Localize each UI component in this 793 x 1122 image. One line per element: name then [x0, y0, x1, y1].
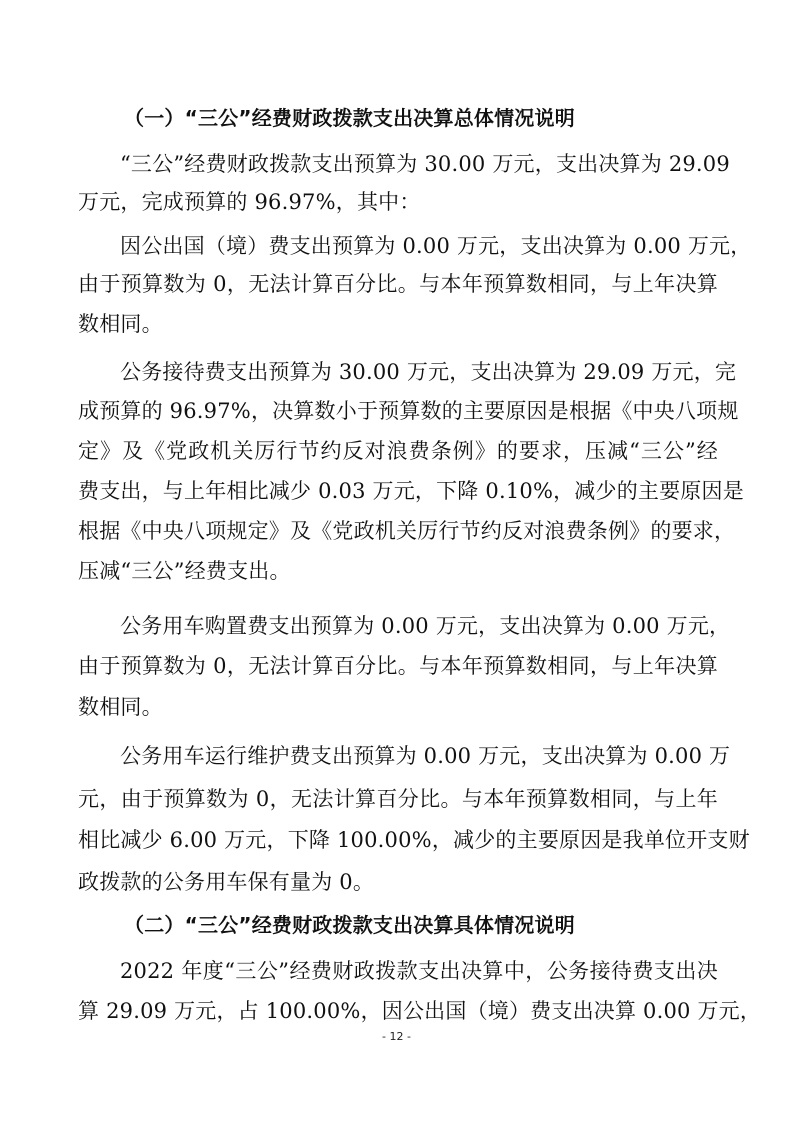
paragraph-reception-line-1: 公务接待费支出预算为 30.00 万元，支出决算为 29.09 万元，完	[120, 360, 737, 384]
paragraph-reception-line-3: 定》及《党政机关厉行节约反对浪费条例》的要求，压减“三公”经	[78, 439, 718, 463]
paragraph-reception-line-5: 根据《中央八项规定》及《党政机关厉行节约反对浪费条例》的要求，	[78, 519, 736, 543]
section-heading-detail: （二）“三公”经费财政拨款支出决算具体情况说明	[124, 913, 575, 937]
paragraph-vehicle-purchase-line-3: 数相同。	[78, 695, 163, 719]
paragraph-reception-line-2: 成预算的 96.97%，决算数小于预算数的主要原因是根据《中央八项规	[78, 399, 739, 423]
paragraph-reception-line-6: 压减“三公”经费支出。	[78, 559, 291, 583]
paragraph-vehicle-operation-line-4: 政拨款的公务用车保有量为 0。	[78, 870, 375, 894]
paragraph-vehicle-operation-line-3: 相比减少 6.00 万元，下降 100.00%，减少的主要原因是我单位开支财	[78, 828, 750, 852]
page-number: - 12 -	[382, 1030, 411, 1043]
paragraph-overview-line-2: 万元，完成预算的 96.97%，其中：	[78, 190, 421, 214]
paragraph-detail-line-1: 2022 年度“三公”经费财政拨款支出决算中，公务接待费支出决	[120, 959, 718, 983]
paragraph-vehicle-operation-line-2: 元，由于预算数为 0，无法计算百分比。与本年预算数相同，与上年	[78, 787, 718, 811]
paragraph-abroad-line-3: 数相同。	[78, 312, 163, 336]
paragraph-vehicle-operation-line-1: 公务用车运行维护费支出预算为 0.00 万元，支出决算为 0.00 万	[120, 744, 731, 768]
paragraph-abroad-line-1: 因公出国（境）费支出预算为 0.00 万元，支出决算为 0.00 万元，	[120, 234, 752, 258]
paragraph-reception-line-4: 费支出，与上年相比减少 0.03 万元，下降 0.10%，减少的主要原因是	[78, 479, 744, 503]
paragraph-vehicle-purchase-line-1: 公务用车购置费支出预算为 0.00 万元，支出决算为 0.00 万元，	[120, 614, 731, 638]
section-heading-overall: （一）“三公”经费财政拨款支出决算总体情况说明	[124, 106, 575, 130]
paragraph-abroad-line-2: 由于预算数为 0，无法计算百分比。与本年预算数相同，与上年决算	[78, 272, 718, 296]
paragraph-vehicle-purchase-line-2: 由于预算数为 0，无法计算百分比。与本年预算数相同，与上年决算	[78, 654, 718, 678]
paragraph-detail-line-2: 算 29.09 万元，占 100.00%，因公出国（境）费支出决算 0.00 万元，	[78, 999, 762, 1023]
paragraph-overview-line-1: “三公”经费财政拨款支出预算为 30.00 万元，支出决算为 29.09	[120, 152, 730, 176]
